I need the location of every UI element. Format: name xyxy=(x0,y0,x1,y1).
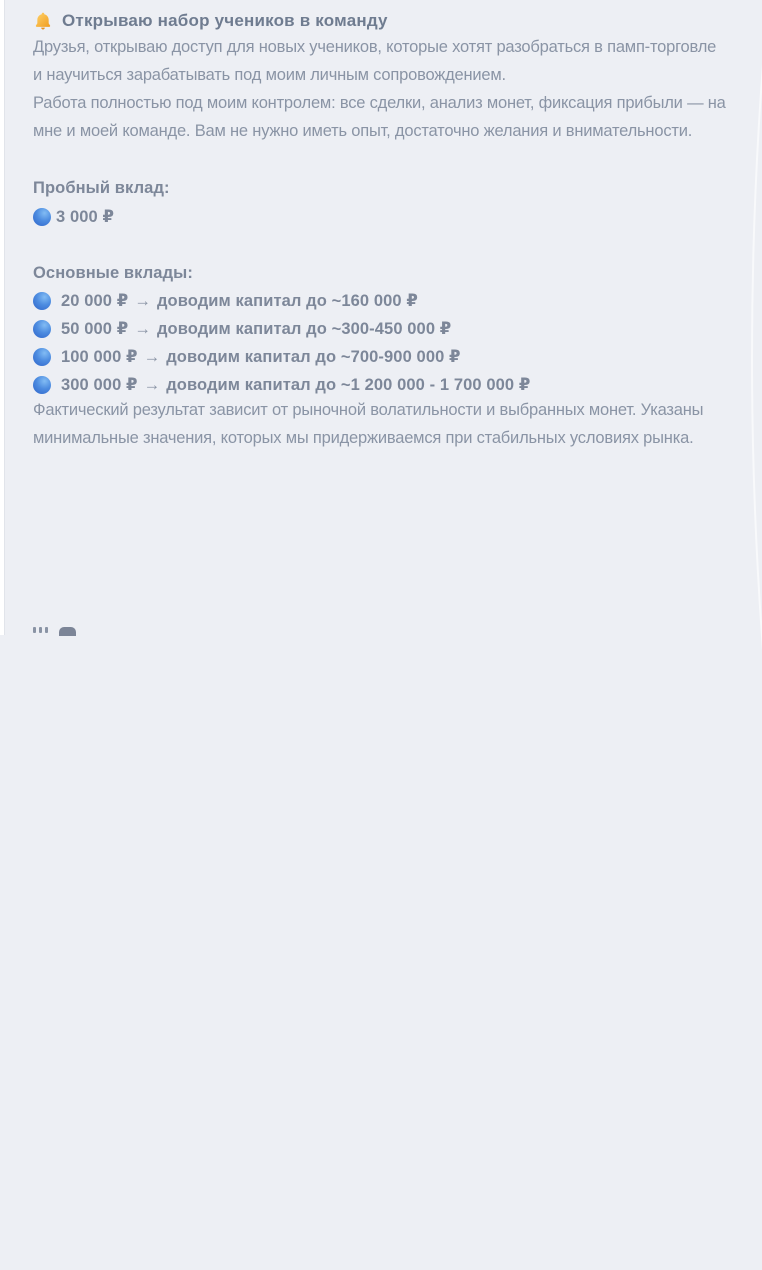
bell-icon xyxy=(33,11,53,31)
background-arc-decoration xyxy=(751,0,762,1270)
deposit-result: доводим капитал до ~1 200 000 - 1 700 000 ₽ xyxy=(166,376,531,394)
deposit-row xyxy=(33,346,728,368)
arrow-icon: → xyxy=(143,348,161,366)
deposit-result: доводим капитал до ~700-900 000 ₽ xyxy=(166,348,461,366)
blue-circle-icon xyxy=(33,320,51,338)
clipped-text-fragment xyxy=(39,627,42,633)
disclaimer-paragraph: Фактический результат зависит от рыночной волатильности и выбранных монет. Указаны минимальные значения, которых мы придерживаемся при стабильных условиях рынка. xyxy=(33,401,704,447)
deposits-list xyxy=(33,290,728,396)
blue-circle-icon xyxy=(33,348,51,366)
blue-circle-icon xyxy=(33,208,51,226)
main-deposits-heading: Основные вклады: xyxy=(33,264,193,282)
deposit-row xyxy=(33,290,728,312)
deposit-row xyxy=(33,318,728,340)
clipped-text-fragment xyxy=(45,627,48,633)
arrow-icon: → xyxy=(143,376,161,394)
deposit-amount: 50 000 ₽ xyxy=(61,320,129,338)
control-paragraph: Работа полностью под моим контролем: все сделки, анализ монет, фиксация прибыли — на мне и моей команде. Вам не нужно иметь опыт, достаточно желания и внимательности. xyxy=(33,94,726,140)
deposit-amount: 100 000 ₽ xyxy=(61,348,138,366)
message-post xyxy=(33,0,728,452)
clipped-text-fragment xyxy=(33,627,36,633)
blue-circle-icon xyxy=(33,292,51,310)
trial-deposit-item xyxy=(33,206,728,228)
trial-amount: 3 000 ₽ xyxy=(56,208,115,226)
trial-deposit-heading: Пробный вклад: xyxy=(33,179,170,197)
post-title-text: Открываю набор учеников в команду xyxy=(62,11,388,30)
deposit-result: доводим капитал до ~160 000 ₽ xyxy=(156,292,418,310)
arrow-icon: → xyxy=(134,320,151,338)
blue-circle-icon xyxy=(33,376,51,394)
page-left-edge xyxy=(0,0,5,635)
clipped-next-line xyxy=(33,627,76,635)
arrow-icon: → xyxy=(134,292,151,310)
deposit-result: доводим капитал до ~300-450 000 ₽ xyxy=(156,320,452,338)
post-title xyxy=(33,9,728,33)
deposit-amount: 300 000 ₽ xyxy=(61,376,138,394)
deposit-row xyxy=(33,374,728,396)
intro-paragraph: Друзья, открываю доступ для новых учеников, которые хотят разобраться в памп-торговле и научиться зарабатывать под моим личным сопровождением. xyxy=(33,38,717,84)
deposit-amount: 20 000 ₽ xyxy=(61,292,129,310)
